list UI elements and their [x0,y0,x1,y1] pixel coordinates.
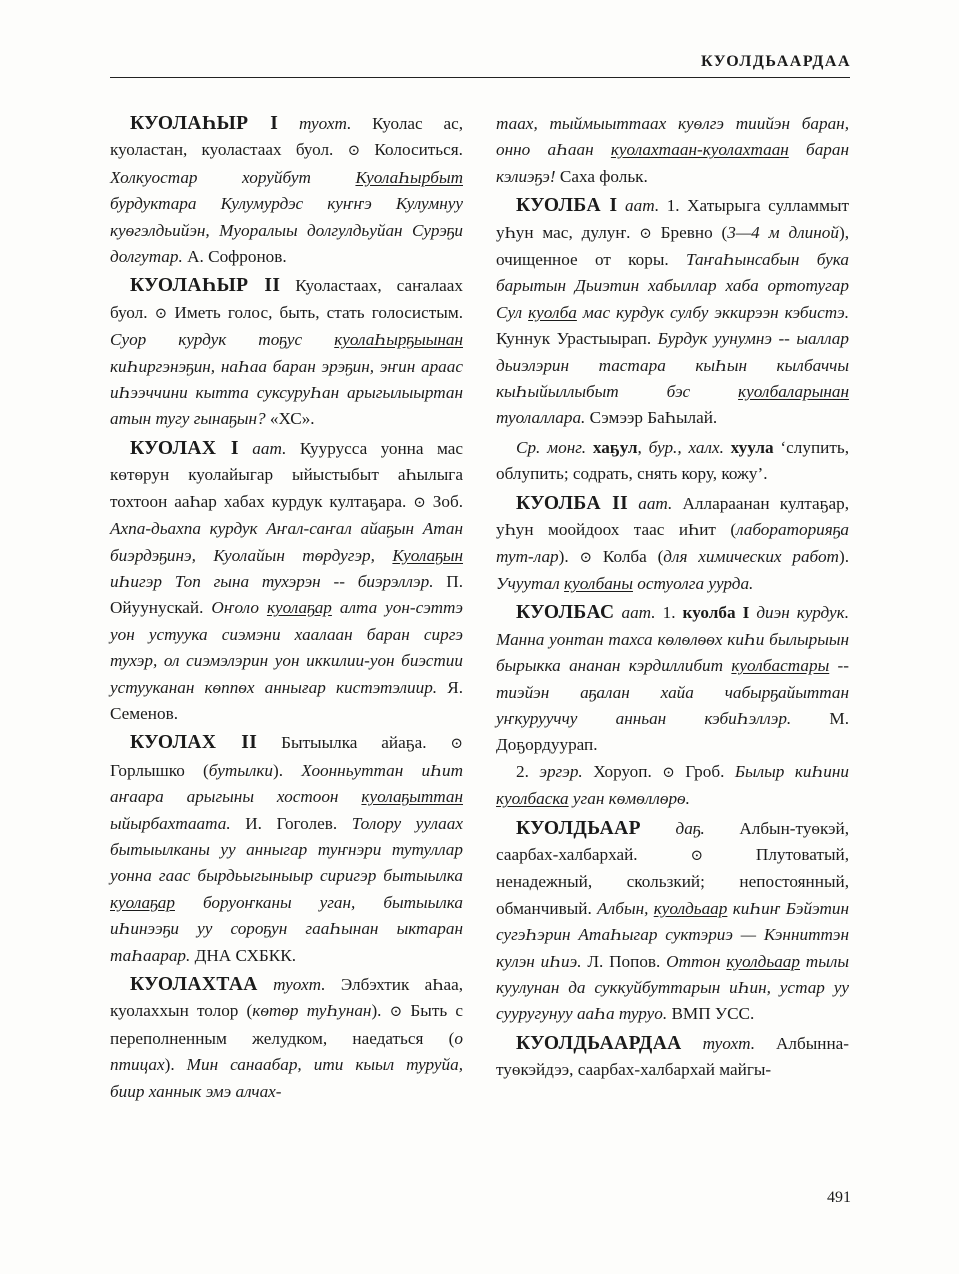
example-keyword: куолбаны [564,573,633,593]
header-rule [110,77,850,78]
headword: КУОЛБА I [516,195,618,217]
example-text: киҺиҥ Бэйэтин сугэҺэрин АтаҺыгар суктэриэ — Кэнниттэн кулэн иҺиэ. [496,898,849,971]
translation-text: ). [164,1055,187,1075]
page-number: 491 [827,1189,851,1206]
example-text: бурдуктара Кулумурдэс куҥҥэ Кулумнуу куѳгэлдьийэн, Муоралыы долгулдьуйан Сурэҕи долгутар. [110,194,463,267]
source-attribution: Куннук Урастыырап. [496,329,658,349]
example-keyword: куолаҕыттан [361,787,463,807]
translation-text: Гроб. [674,761,735,781]
example-text: Мин санаабар, ити кыыл туруйа, биир ханнык эмэ алчах- [110,1055,463,1101]
part-of-speech: аат. [252,438,287,458]
translation-marker-icon: ⊙ [347,143,361,160]
headword: КУОЛАҺЫР I [130,113,279,134]
definition-text: Куоластаах, саҥалаах буол. [110,276,463,322]
part-of-speech: аат. [638,493,673,513]
entry-kuolahyr-2 [110,273,463,432]
translation-text: Зоб. [425,491,463,511]
example-keyword: куолдьаар [653,898,728,918]
example-text: мас курдук сулбу эккирээн кэбистэ. [576,302,849,322]
part-of-speech: аат. [625,196,660,216]
part-of-speech: туохт. [702,1033,756,1053]
left-column [110,111,463,1105]
translation-marker-icon: ⊙ [450,736,463,753]
example-text: Холкуостар хоруйбут [110,167,356,187]
example-text: Оҥоло [211,598,267,618]
etymology-word: хаҕул [586,437,638,457]
example-keyword: куолбаларынан [738,382,849,402]
example-keyword: куолаҺырҕыынан [334,330,463,350]
translation-text: Бревно ( [651,222,728,242]
definition-text: ). [371,1001,390,1021]
translation-marker-icon: ⊙ [389,1004,403,1021]
etymology-text: , [637,437,649,457]
example-text: ыйырбахтаата. [110,813,231,833]
source-attribution: М. Доҕордуурап. [496,708,849,755]
example-text: Албын, [597,898,654,918]
right-column [496,111,849,1084]
source-attribution: А. Софронов. [182,247,287,267]
translation-note: 3—4 м длиной [727,222,839,242]
translation-note: о птицах [110,1028,463,1075]
definition-text: Бытыылка айаҕа. [257,733,451,753]
source-attribution: Саха фольк. [555,166,648,186]
example-keyword: куолахтаан-куолахтаан [610,140,789,160]
headword: КУОЛАХ II [130,732,258,754]
example-text: Былыр киҺини [734,761,850,781]
headword: КУОЛАХТАА [130,974,258,995]
sense-number: 1. [655,603,676,623]
headword: КУОЛДЬААР [516,817,641,839]
source-attribution: Л. Попов. [581,951,667,971]
example-keyword: куолбаска [496,789,569,809]
example-text: иҺигэр Топ гына тухэрэн -- биэрэллэр. [110,571,434,591]
part-of-speech: аат. [621,603,656,623]
entry-kuolahtaa-continued [496,111,849,190]
part-of-speech: даҕ. [675,818,705,838]
example-keyword: куолба [528,302,577,322]
entry-kuolbas-sense-2 [496,759,849,813]
etymology-label: Ср. монг. [516,437,587,457]
headword: КУОЛДЬААРДАА [516,1032,682,1054]
example-text: остуолга уурда. [632,573,754,593]
etymology-text: ‘слупить, облупить; содрать, снять кору, кожу’. [496,437,849,484]
entry-kuolahtaa [110,972,463,1105]
definition-text: ). [558,546,580,566]
translation-marker-icon: ⊙ [690,847,704,864]
translation-marker-icon: ⊙ [579,549,593,566]
example-text: Ахпа-дьахпа курдук Аҥал-саҥал айаҕын Атан биэрдэҕинэ, Куолайын тѳрдугэр, [110,519,463,565]
cross-reference: куолба I [675,603,750,623]
entry-kuolah-2 [110,730,463,969]
example-keyword: куолбастары [731,656,830,676]
example-text: боруоҥканы уган, бытыылка иҺинээҕи уу сороҕун гааҺынан ыктаран таҺаарар. [110,892,463,965]
etymology-word: хуула [723,437,774,457]
translation-marker-icon: ⊙ [154,305,168,322]
source-attribution: ВМП УСС. [667,1004,755,1024]
translation-text: Колба ( [592,546,664,566]
headword: КУОЛАҺЫР II [130,275,281,297]
translation-note: бутылки [208,760,274,780]
example-text: тылы куулунан да суккуйбуттарын иҺин, устар уу сууругунуу ааҺа туруо. [496,951,849,1024]
example-text: алта уон-сэттэ уон устуука сиэмэни хаалаан баран сиргэ тухэр, ол сиэмэлэрин уон иккилии-уон биэстии устууканан кѳппѳх аннығар кистэтэлиир. [110,598,463,697]
entry-kuolah-1 [110,436,463,727]
translation-text: Колоситься. [360,140,463,160]
translation-text: Иметь голос, быть, стать голосистым. [167,302,463,322]
headword: КУОЛАХ I [130,437,239,459]
entry-kuolba-1 [496,193,849,432]
source-attribution: Я. Семенов. [110,677,463,723]
example-text: киҺиргэнэҕин, наҺаа баран эрэҕин, эҥин араас иҺээччини кытта суксуруҺан арыгылыыртан атын тугу гынаҕын? [110,356,463,429]
definition-text: Аллараанан култаҕар, уҺун моойдоох таас иҺит ( [496,493,849,540]
definition-text: Элбэхтик аҺаа, куолаххын толор ( [110,975,463,1021]
etymology-note [496,435,849,488]
definition-text: Куурусса уонна мас кѳтѳрун куолайыгар ыйыстыбыт аҺылыга тохтоон ааҺар хабах курдук култаҕара. [110,438,463,511]
running-head: КУОЛДЬААРДАА [701,53,851,70]
translation-text: ). [273,760,302,780]
example-text: -- тиэйэн аҕалан хайа чабырҕайыттан уҥкурууччу анньан кэбиҺэллэр. [496,656,850,728]
translation-text: ), очищенное от коры. [496,222,849,270]
example-text: диэн курдук. Манна уонтан тахса кѳлѳлѳѳх киҺи былырыын бырыкка ананан кэрдиллибит [496,603,849,676]
translation-note: для химических работ [663,546,839,566]
example-text: Толору уулаах бытыылканы уу анныгар туҥнэри тутуллар уонна гаас бырдьыгыныыр сиригэр бытыылка [110,813,463,886]
definition-text: 1. Хатырыга сулламмыт уҺун мас, дулуҥ. [496,196,850,242]
definition-text: Албынна-туѳкэйдээ, саарбах-халбархай майгы- [496,1033,850,1080]
translation-marker-icon: ⊙ [413,494,426,511]
definition-text: Албын-туѳкэй, саарбах-халбархай. [496,818,849,864]
example-keyword: Куолаҕын [392,545,463,565]
part-of-speech: туохт. [298,114,352,133]
definition-note: лабораторияҕа тут-лар [496,520,849,566]
etymology-label: бур., халх. [648,437,724,457]
source-attribution: «ХС». [265,409,315,429]
source-attribution: П. Ойуунускай. [110,571,463,618]
example-text: уган кѳмѳллѳрѳ. [568,789,690,809]
entry-kuolba-2 [496,491,849,598]
example-text: туолаллара. [496,408,586,428]
example-text: Оттон [666,951,727,971]
example-text: таах, тыймыыттаах куѳлгэ тиийэн баран, онно аҺаан [496,114,849,160]
example-keyword: куолдьаар [726,951,800,971]
entry-kuolbas [496,600,849,758]
source-attribution: ДНА СХБКК. [190,945,296,965]
entry-kuoldyaardaa [496,1031,849,1084]
example-keyword: куолаҕар [110,892,175,912]
translation-text: Плутоватый, ненадежный, скользкий; непостоянный, обманчивый. [496,844,850,918]
headword: КУОЛБА II [516,492,629,514]
example-text: Хоонньуттан иҺит аҥаара арыгыны хостоон [110,760,463,807]
translation-text: Быть с переполненным желудком, наедаться ( [110,1001,463,1048]
example-text: ТаҥаҺынсабын бука барытын Дьиэтин хабыллар хаба ортотугар Сул [496,250,849,322]
example-text: Бурдук уунумнэ -- ыаллар дьиэлэрин тастара кыҺын кылбаччы кыҺыйыллыбыт бэс [496,329,849,402]
source-attribution: И. Гоголев. [230,813,352,833]
definition-text: Хоруоп. [582,761,663,781]
example-text: баран кэлиэҕэ! [496,140,850,186]
sense-number: 2. [516,761,540,781]
example-text: Суор курдук тоҕус [110,330,335,350]
example-keyword: КуолаҺырбыт [355,167,463,187]
translation-text: Горлышко ( [110,760,209,780]
example-keyword: куолаҕар [266,598,332,618]
part-of-speech: туохт. [273,975,326,994]
entry-kuolahyr-1 [110,111,463,270]
headword: КУОЛБАС [516,602,615,624]
translation-marker-icon: ⊙ [662,764,675,781]
translation-text: ). [838,546,849,566]
definition-note: кѳтѳр туҺунан [252,1001,372,1021]
example-text: Учуутал [496,573,565,593]
translation-marker-icon: ⊙ [639,225,652,242]
usage-label: эргэр. [539,761,583,781]
source-attribution: Сэмээр БаҺылай. [585,408,718,428]
definition-text: Куолас ас, куоластан, куоластаах буол. [110,114,464,160]
entry-kuoldyaar [496,816,849,1028]
